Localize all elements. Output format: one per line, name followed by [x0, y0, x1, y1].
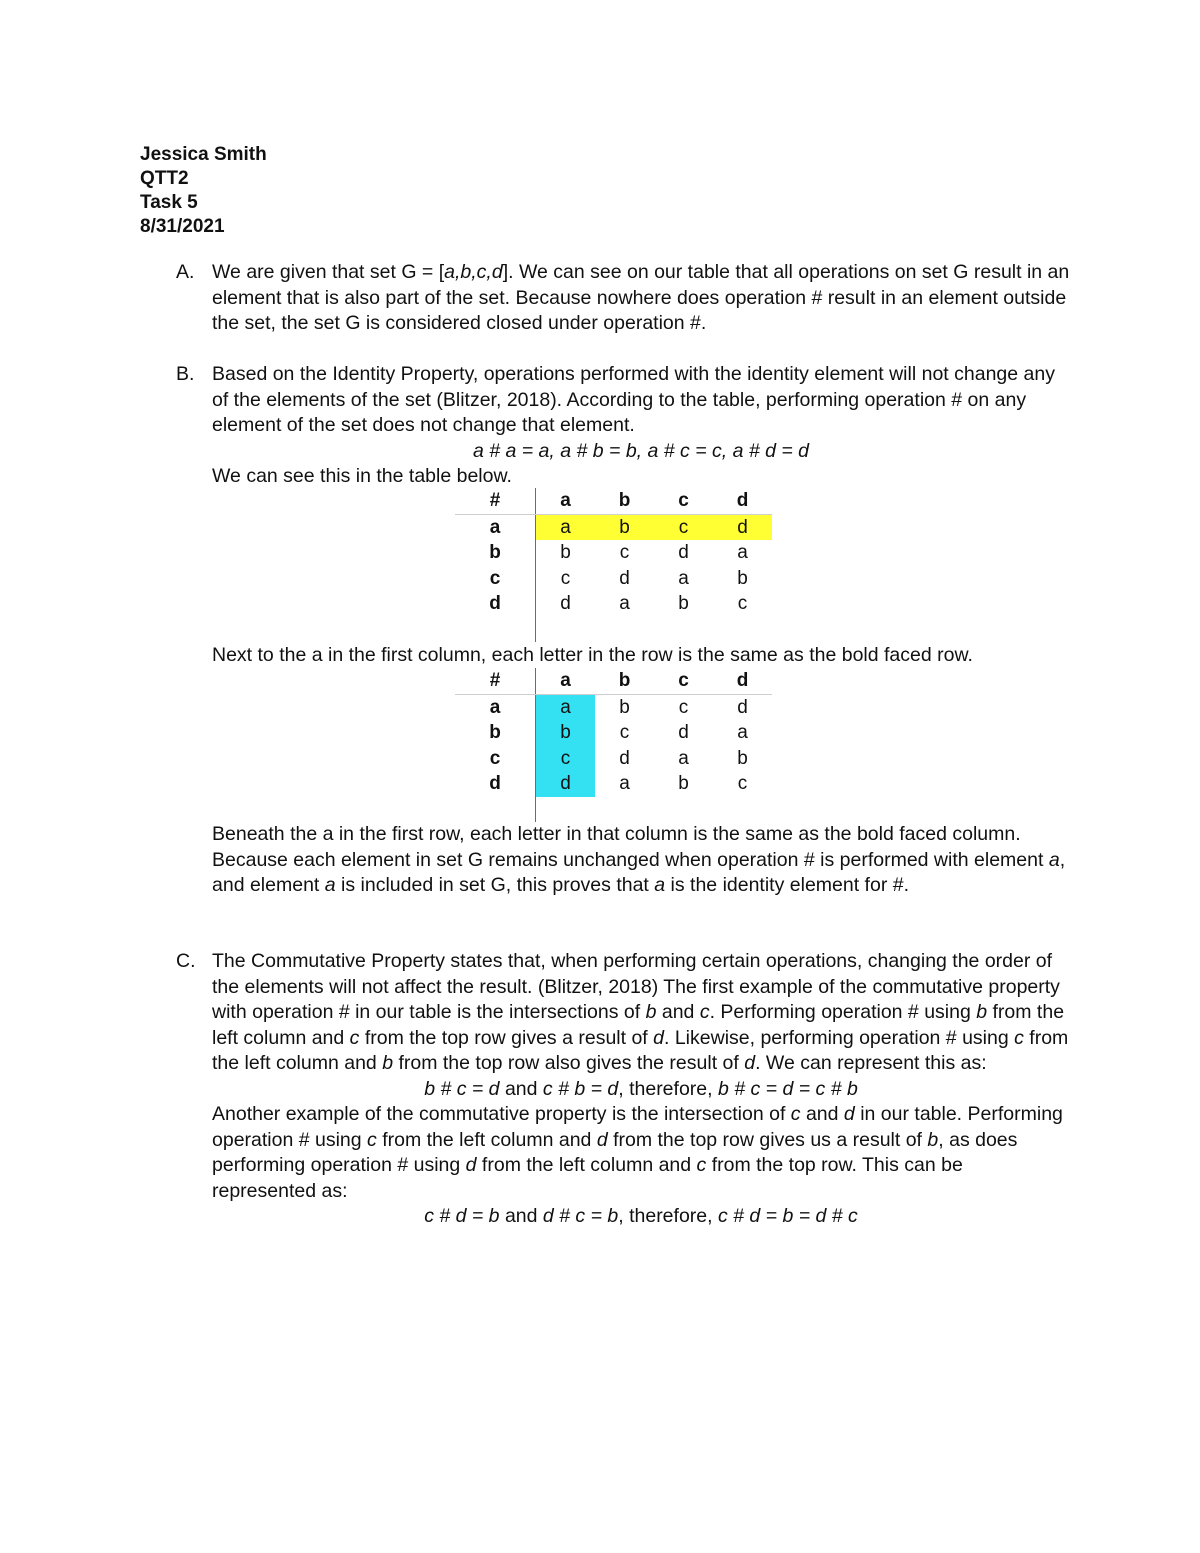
- caption-row: [140, 643, 1070, 669]
- section-c-paragraph-2: Another example of the commutative property is the intersection of c and d in our table. Performing operation # using c from the left column and d from the top row gives us a result of b, as does performing operation # using d from the left column and c from the top row. This can be represented as:: [212, 1103, 1063, 1202]
- row-header: a: [455, 514, 536, 540]
- caption-column: [140, 822, 1070, 899]
- table-cell: c: [560, 567, 571, 589]
- section-c-paragraph-1: The Commutative Property states that, when performing certain operations, changing the order of the elements will not affect the result. (Blitzer, 2018) The first example of the commutative property with operation # in our table is the intersections of b and c. Performing operation # using b from the left column and c from the top row gives a result of d. Likewise, performing operation # using c from the left column and b from the top row also gives the result of d. We can represent this as:: [212, 950, 1069, 1074]
- section-b: [140, 362, 1070, 490]
- column-header: d: [713, 488, 772, 514]
- table-cell: d: [678, 542, 689, 563]
- table-row: [455, 540, 772, 566]
- table-cell: a: [619, 593, 630, 614]
- section-a-text: We are given that set G = [a,b,c,d]. We can see on our table that all operations on set G result in an element that is also part of the set. Because nowhere does operation # result in an element outside the set, the set G is considered closed under operation #.: [212, 261, 1070, 334]
- table-corner: #: [455, 668, 536, 694]
- table-cell: c: [536, 746, 596, 772]
- table-cell: a: [737, 542, 748, 563]
- date: 8/31/2021: [140, 216, 225, 237]
- table-cell: b: [536, 720, 596, 746]
- section-a: [140, 260, 1070, 337]
- table-cell: b: [678, 593, 689, 614]
- table-cell: a: [678, 567, 689, 589]
- table-row: [455, 771, 772, 797]
- section-c-marker: C.: [176, 950, 196, 972]
- table-cell: a: [619, 773, 630, 794]
- table-cell: c: [737, 593, 748, 614]
- row-header: b: [455, 540, 536, 566]
- column-header: c: [654, 488, 713, 514]
- section-a-marker: A.: [176, 261, 195, 283]
- table-cell: a: [536, 694, 596, 720]
- row-header: b: [455, 720, 536, 746]
- caption-row-text: Next to the a in the first column, each letter in the row is the same as the bold faced row.: [212, 644, 973, 666]
- author-name: Jessica Smith: [140, 144, 267, 165]
- table-cell: d: [536, 771, 596, 797]
- row-header: c: [455, 566, 536, 592]
- row-header: d: [455, 771, 536, 797]
- column-header: b: [595, 668, 654, 694]
- table-cell: d: [713, 514, 772, 540]
- table-cell: d: [619, 747, 630, 769]
- table-cell: d: [560, 593, 571, 614]
- row-header: c: [455, 746, 536, 772]
- table-row: [455, 720, 772, 746]
- table-cell: d: [678, 722, 689, 743]
- section-c: [140, 949, 1070, 1230]
- section-b-intro: Based on the Identity Property, operations performed with the identity element will not change any of the elements of the set (Blitzer, 2018). According to the table, performing operation # on any element of the set does not change that element.: [212, 363, 1055, 436]
- column-header: b: [595, 488, 654, 514]
- row-header: d: [455, 591, 536, 617]
- caption-column-text: Beneath the a in the first row, each letter in that column is the same as the bold faced column.: [212, 823, 1021, 845]
- see-table-text: We can see this in the table below.: [212, 465, 512, 487]
- table-corner: #: [455, 488, 536, 514]
- table-cell: d: [737, 696, 748, 718]
- table-cell: b: [595, 514, 654, 540]
- row-header: a: [455, 694, 536, 720]
- column-header: a: [536, 488, 596, 514]
- table-cell: b: [619, 696, 630, 718]
- table-row: [455, 694, 772, 720]
- commutative-equation-1: b # c = d and c # b = d, therefore, b # c = d = c # b: [424, 1077, 858, 1100]
- column-header: d: [713, 668, 772, 694]
- table-cell: b: [737, 567, 748, 589]
- table-row: [455, 746, 772, 772]
- table-cell: d: [619, 567, 630, 589]
- section-b-marker: B.: [176, 363, 195, 385]
- table-row: [455, 591, 772, 617]
- commutative-equation-2: c # d = b and d # c = b, therefore, c # d = b = d # c: [424, 1205, 858, 1227]
- table-cell: c: [678, 696, 689, 718]
- table-cell: b: [737, 747, 748, 769]
- table-cell: c: [654, 514, 713, 540]
- task-label: Task 5: [140, 192, 198, 213]
- course-code: QTT2: [140, 168, 189, 189]
- table-cell: c: [737, 773, 748, 794]
- table-cell: a: [678, 747, 689, 769]
- table-cell: b: [678, 773, 689, 794]
- table-cell: c: [619, 542, 630, 563]
- operation-table-column-highlight: [455, 668, 772, 822]
- table-cell: c: [619, 722, 630, 743]
- column-header: a: [536, 668, 596, 694]
- header-block: [140, 143, 267, 239]
- identity-conclusion: Because each element in set G remains unchanged when operation # is performed with element a, and element a is included in set G, this proves that a is the identity element for #.: [212, 848, 1066, 896]
- table-cell: a: [536, 514, 596, 540]
- table-row: [455, 514, 772, 540]
- operation-table-row-highlight: [455, 488, 772, 642]
- identity-equation: a # a = a, a # b = b, a # c = c, a # d = d: [472, 439, 810, 462]
- column-header: c: [654, 668, 713, 694]
- table-cell: a: [737, 722, 748, 743]
- table-cell: b: [560, 542, 571, 563]
- table-row: [455, 566, 772, 592]
